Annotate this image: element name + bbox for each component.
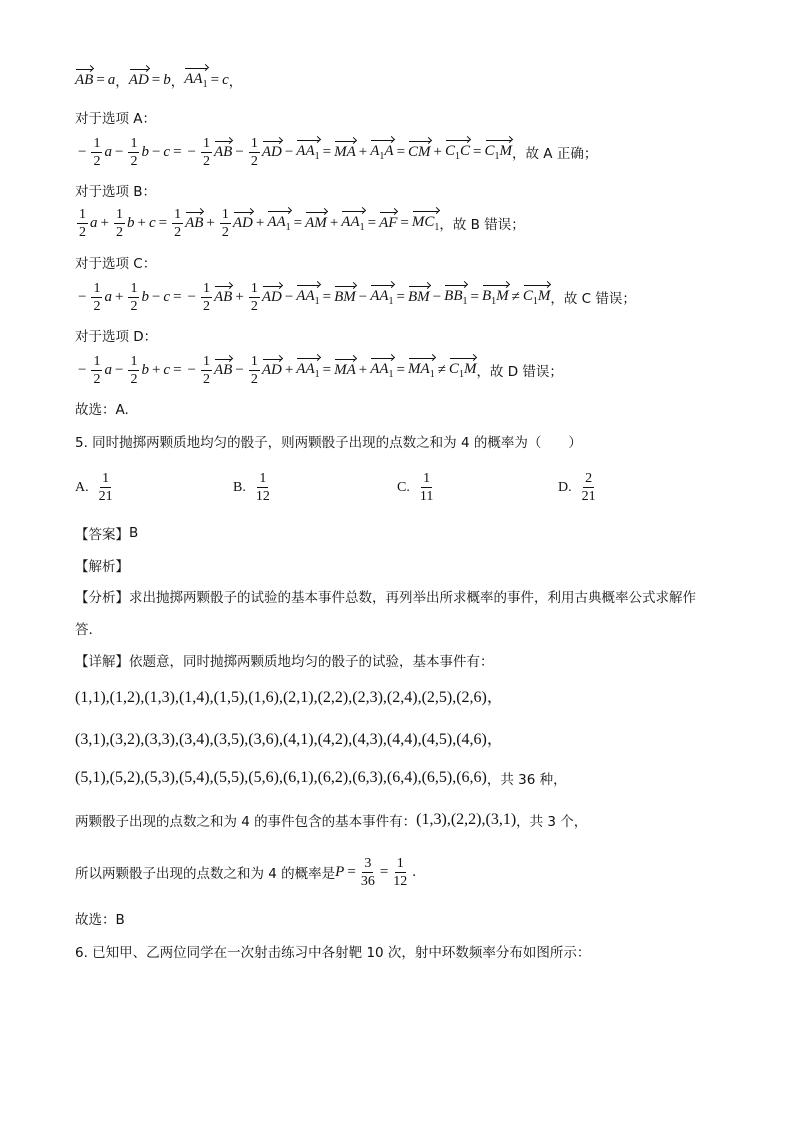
numerator: 1	[203, 280, 211, 296]
vector-definitions	[75, 60, 242, 100]
text-segment: ，	[115, 74, 129, 90]
vector: $B_1M$	[481, 287, 509, 307]
outcome-pairs-row-1: (1,1),(1,2),(1,3),(1,4),(1,5),(1,6),(2,1),(2,2),(2,3),(2,4),(2,5),(2,6)，	[75, 688, 503, 706]
answer-tag: 【答案】	[75, 527, 129, 543]
vector: $AA_1$	[370, 287, 394, 307]
denominator: 2	[174, 224, 182, 240]
option-fraction	[256, 470, 270, 505]
denominator: 2	[93, 298, 101, 314]
math-operator: −	[78, 361, 87, 378]
math-operator: −	[235, 143, 244, 160]
fraction	[249, 280, 260, 315]
denominator: 2	[130, 371, 138, 387]
denominator: 36	[360, 873, 375, 889]
fraction	[172, 206, 183, 241]
math-operator: −	[114, 143, 124, 160]
subscript: 1	[314, 295, 320, 307]
text-segment: ，故 A 正确；	[512, 146, 598, 162]
denominator: 2	[93, 371, 101, 387]
math-operator: −	[78, 143, 87, 160]
math-variable: a	[104, 143, 112, 160]
math-operator: −	[114, 361, 124, 378]
numerator: 1	[250, 135, 258, 151]
numerator: 1	[250, 280, 258, 296]
vector: $C_1C$	[445, 142, 471, 162]
math-variable: P	[335, 863, 345, 880]
option-fraction	[582, 470, 596, 505]
math-operator: =	[173, 143, 182, 160]
vector: AB	[214, 288, 233, 305]
numerator: 1	[79, 206, 86, 222]
fraction	[201, 280, 212, 315]
denominator: 21	[581, 489, 596, 504]
numerator: 1	[102, 471, 110, 486]
math-operator: =	[347, 863, 356, 880]
vector: $AA_1$	[341, 213, 365, 233]
numerator: 3	[364, 855, 372, 871]
fraction	[114, 206, 125, 241]
vector: $C_1M$	[448, 360, 477, 380]
option-c-label: 对于选项 C：	[75, 256, 157, 272]
math-operator: −	[284, 288, 294, 305]
math-operator: +	[114, 288, 124, 305]
math-variable: b	[141, 143, 149, 160]
fraction	[249, 353, 260, 388]
math-operator: =	[322, 361, 332, 378]
xiangjie-text: 依题意，同时抛掷两颗质地均匀的骰子的试验，基本事件有：	[129, 654, 494, 670]
math-operator: =	[396, 143, 406, 160]
option-label: C.	[397, 479, 410, 495]
subscript: 1	[379, 150, 385, 162]
math-operator: −	[235, 361, 244, 378]
numerator: 1	[93, 280, 101, 296]
question-5: 5. 同时抛掷两颗质地均匀的骰子，则两颗骰子出现的点数之和为 4 的概率为（ ）	[75, 435, 582, 451]
subscript: 1	[429, 368, 435, 380]
math-variable: b	[163, 71, 171, 88]
vector: AD	[261, 361, 282, 378]
text-segment: ，故 D 错误；	[476, 364, 563, 380]
math-variable: a	[90, 214, 98, 231]
denominator: 2	[203, 153, 211, 169]
vector: $AA_1$	[184, 70, 208, 90]
vector: AD	[232, 214, 253, 231]
math-operator: ≠	[437, 361, 446, 378]
math-operator: =	[173, 288, 182, 305]
numerator: 1	[396, 855, 404, 871]
vector: AM	[305, 214, 327, 231]
denominator: 2	[130, 298, 138, 314]
subscript: 1	[202, 78, 208, 90]
math-operator: +	[255, 214, 265, 231]
vector: AD	[128, 71, 149, 88]
denominator: 12	[255, 489, 270, 504]
subscript: 1	[285, 221, 291, 233]
subscript: 1	[532, 295, 538, 307]
subscript: 1	[314, 368, 320, 380]
numerator: 1	[259, 471, 267, 486]
text-segment: ，	[228, 74, 243, 90]
pairs-3: (5,1),(5,2),(5,3),(5,4),(5,5),(5,6),(6,1),(6,2),(6,3),(6,4),(6,5),(6,6)	[75, 769, 487, 786]
math-operator: −	[78, 288, 87, 305]
probability-line	[75, 852, 419, 892]
numerator: 1	[130, 135, 138, 151]
math-operator: −	[151, 143, 161, 160]
math-operator: +	[329, 214, 339, 231]
subscript: 1	[458, 368, 464, 380]
option-fraction	[420, 470, 433, 505]
vector: $BB_1$	[444, 287, 468, 307]
math-operator: =	[158, 214, 168, 231]
numerator: 1	[130, 280, 138, 296]
math-operator: +	[100, 214, 109, 231]
option-b-equation	[75, 203, 525, 243]
math-operator: =	[322, 143, 332, 160]
numerator: 1	[423, 471, 431, 486]
subscript: 1	[455, 150, 461, 162]
math-operator: ≠	[511, 288, 520, 305]
vector: AB	[214, 143, 233, 160]
math-operator: −	[187, 288, 197, 305]
math-operator: +	[137, 214, 146, 231]
denominator: 11	[419, 489, 434, 504]
numerator: 1	[203, 353, 211, 369]
vector: $AA_1$	[296, 142, 320, 162]
subscript: 1	[494, 150, 500, 162]
answer-option[interactable]	[75, 470, 115, 505]
math-operator: +	[151, 361, 161, 378]
vector: MA	[334, 143, 356, 160]
math-variable: a	[107, 71, 116, 88]
subscript: 1	[491, 295, 497, 307]
vector: $C_1M$	[522, 287, 551, 307]
xiangjie-tag: 【详解】	[75, 654, 129, 670]
fraction	[220, 206, 231, 241]
fenxi-line-2: 答.	[75, 622, 93, 638]
math-operator: =	[293, 214, 303, 231]
math-operator: =	[396, 361, 406, 378]
option-a-label: 对于选项 A：	[75, 111, 157, 127]
vector: MA	[334, 361, 356, 378]
math-variable: c	[163, 288, 171, 305]
math-operator: =	[470, 288, 479, 305]
math-operator: =	[173, 361, 182, 378]
math-operator: −	[187, 361, 197, 378]
events-tail: ，共 3 个，	[516, 814, 588, 830]
denominator: 2	[250, 153, 258, 169]
fraction	[128, 280, 139, 315]
fenxi-tag: 【分析】	[75, 590, 129, 606]
fenxi-line	[75, 576, 696, 616]
denominator: 2	[250, 298, 258, 314]
vector: AB	[185, 214, 204, 231]
vector: $C_1M$	[484, 142, 513, 162]
option-d-label: 对于选项 D：	[75, 329, 158, 345]
subscript: 1	[388, 368, 394, 380]
math-operator: =	[379, 863, 389, 880]
math-operator: .	[412, 863, 417, 880]
pairs-3-tail: ，共 36 种，	[486, 772, 567, 788]
question-6: 6. 已知甲、乙两位同学在一次射击练习中各射靶 10 次，射中环数频率分布如图所示：	[75, 945, 591, 961]
answer-value: B	[129, 525, 139, 541]
fraction	[393, 855, 407, 890]
math-operator: −	[358, 288, 368, 305]
subscript: 1	[434, 221, 440, 233]
math-operator: −	[151, 288, 161, 305]
fraction	[128, 135, 139, 170]
option-d-equation	[75, 350, 563, 390]
vector: $AA_1$	[296, 360, 320, 380]
outcome-pairs-row-3	[75, 758, 567, 798]
numerator: 1	[115, 206, 123, 222]
vector: AD	[261, 288, 282, 305]
outcome-pairs-row-2: (3,1),(3,2),(3,3),(3,4),(3,5),(3,6),(4,1),(4,2),(4,3),(4,4),(4,5),(4,6)，	[75, 730, 503, 748]
vector: BM	[334, 288, 356, 305]
text-segment: ，	[170, 74, 185, 90]
math-operator: =	[151, 71, 161, 88]
vector: $MC_1$	[411, 213, 440, 233]
numerator: 1	[93, 135, 101, 151]
numerator: 1	[93, 353, 101, 369]
vector: $AA_1$	[370, 360, 394, 380]
events-line	[75, 800, 587, 840]
option-a-equation	[75, 132, 597, 172]
answer-option[interactable]	[233, 470, 272, 505]
math-operator: −	[284, 143, 294, 160]
math-operator: =	[396, 288, 406, 305]
math-variable: c	[163, 361, 171, 378]
denominator: 2	[93, 153, 101, 169]
numerator: 1	[250, 353, 258, 369]
math-operator: =	[473, 143, 482, 160]
numerator: 1	[130, 353, 138, 369]
events-pairs: (1,3),(2,2),(3,1)	[416, 811, 517, 828]
math-operator: −	[432, 288, 442, 305]
math-operator: +	[358, 143, 368, 160]
fraction	[201, 353, 212, 388]
numerator: 1	[203, 135, 211, 151]
option-label: A.	[75, 479, 89, 495]
numerator: 2	[585, 471, 593, 486]
vector: AD	[261, 143, 282, 160]
text-segment: ，故 B 错误；	[439, 217, 525, 233]
math-operator: +	[358, 361, 368, 378]
vector: CM	[408, 143, 431, 160]
math-operator: =	[400, 214, 409, 231]
fraction	[91, 353, 102, 388]
math-operator: +	[206, 214, 215, 231]
math-operator: +	[433, 143, 442, 160]
numerator: 1	[221, 206, 229, 222]
math-variable: b	[141, 361, 149, 378]
denominator: 2	[130, 153, 138, 169]
math-variable: c	[148, 214, 156, 231]
denominator: 2	[79, 224, 86, 240]
denominator: 2	[250, 371, 258, 387]
math-variable: b	[126, 214, 135, 231]
q5-choice: 故选：B	[75, 912, 125, 928]
denominator: 2	[221, 224, 229, 240]
text-segment: ，故 C 错误；	[550, 291, 636, 307]
subscript: 1	[388, 295, 394, 307]
option-label: D.	[558, 479, 572, 495]
numerator: 1	[174, 206, 182, 222]
fraction	[77, 206, 88, 241]
vector: AF	[379, 214, 398, 231]
fraction	[91, 280, 102, 315]
math-variable: a	[104, 361, 112, 378]
subscript: 1	[462, 295, 468, 307]
analysis-heading: 【解析】	[75, 559, 129, 575]
fraction	[249, 135, 260, 170]
q4-choice: 故选：A.	[75, 402, 129, 418]
xiangjie-line	[75, 640, 494, 680]
math-variable: b	[141, 288, 149, 305]
vector: $MA_1$	[408, 360, 435, 380]
answer-option[interactable]	[397, 470, 435, 505]
math-operator: =	[322, 288, 332, 305]
fenxi-text: 求出抛掷两颗骰子的试验的基本事件总数，再列举出所求概率的事件，利用古典概率公式求解作	[129, 590, 696, 606]
events-text: 两颗骰子出现的点数之和为 4 的事件包含的基本事件有：	[75, 814, 417, 830]
math-operator: =	[96, 71, 105, 88]
math-variable: a	[104, 288, 112, 305]
denominator: 21	[98, 489, 113, 504]
fraction	[91, 135, 102, 170]
denominator: 2	[203, 371, 211, 387]
denominator: 2	[115, 224, 123, 240]
vector: BM	[408, 288, 430, 305]
math-operator: +	[284, 361, 294, 378]
vector: AB	[214, 361, 233, 378]
vector: $A_1A$	[370, 142, 394, 162]
fraction	[201, 135, 212, 170]
math-variable: c	[222, 71, 229, 88]
option-label: B.	[233, 479, 246, 495]
vector: $AA_1$	[296, 287, 320, 307]
vector: AB	[75, 71, 94, 88]
subscript: 1	[359, 221, 365, 233]
denominator: 12	[393, 873, 408, 889]
answer-option[interactable]	[558, 470, 598, 505]
subscript: 1	[314, 150, 320, 162]
option-fraction	[99, 470, 113, 505]
math-variable: c	[163, 143, 171, 160]
option-c-equation	[75, 277, 636, 317]
fraction	[128, 353, 139, 388]
fraction	[361, 855, 375, 890]
math-operator: −	[187, 143, 197, 160]
math-operator: =	[210, 71, 220, 88]
vector: $AA_1$	[267, 213, 291, 233]
math-operator: =	[367, 214, 377, 231]
denominator: 2	[203, 298, 211, 314]
option-b-label: 对于选项 B：	[75, 184, 157, 200]
math-operator: +	[235, 288, 244, 305]
text-segment: 所以两颗骰子出现的点数之和为 4 的概率是	[75, 866, 336, 882]
